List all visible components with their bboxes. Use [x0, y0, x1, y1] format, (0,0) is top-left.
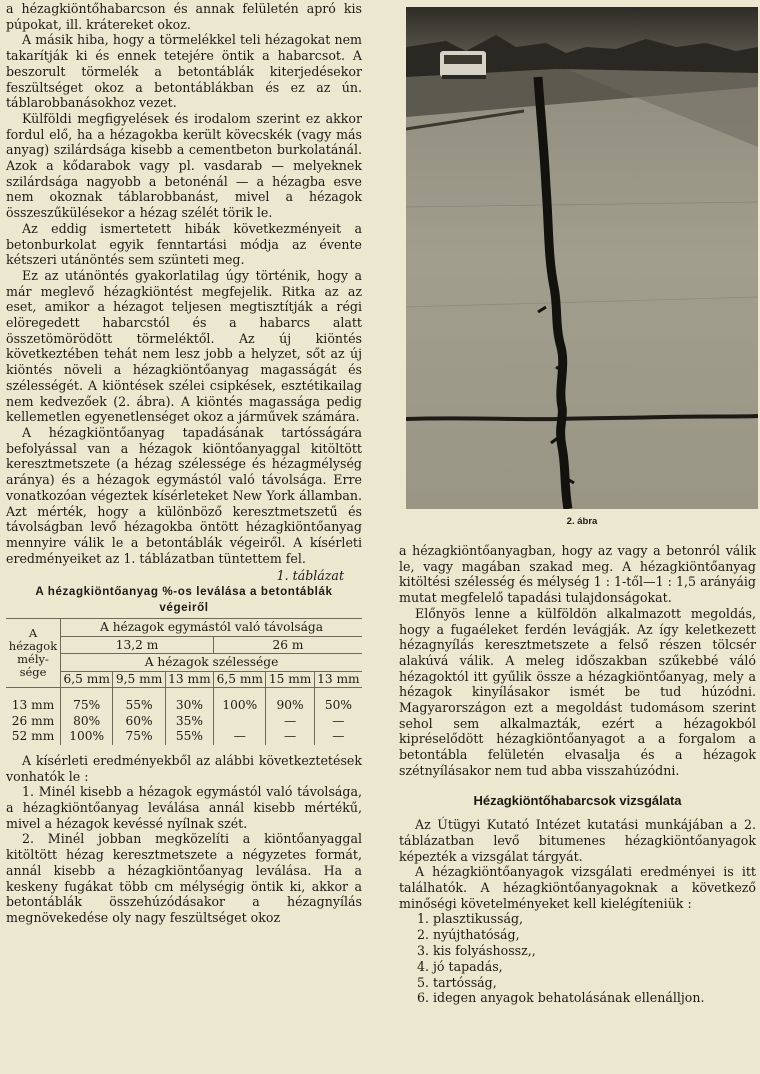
- road-photo: [406, 7, 758, 509]
- table-row: [6, 714, 362, 730]
- list-item: 1. plasztikusság,: [417, 911, 524, 927]
- value-cell: 60%: [113, 714, 165, 730]
- paragraph: 2. Minél jobban megközelíti a kiöntőanyaggal kitöltött hézag keresztmetszete a négyzetes formát, annál kisebb a hézagkiöntőanyag leválása. Ha a keskeny fugákat több cm mélységig öntik ki, akkor a betontáblák összehúzódásakor a hézagnyílás megnövekedése oly nagy feszültséget okoz: [6, 831, 362, 925]
- value-cell: 75%: [61, 698, 113, 714]
- value-cell: 90%: [266, 698, 314, 714]
- table-title-line2: végeiről: [159, 600, 209, 614]
- depth-cell: 26 mm: [11, 713, 55, 728]
- value-cell: 80%: [61, 714, 113, 730]
- paragraph: A másik hiba, hogy a törmelékkel teli hézagokat nem takarítják ki és ennek tetejére öntik a habarcsot. A beszorult törmelék a betontáblák kiterjedésekor feszültséget okoz a betontáblákban és ez az ún. táblarobbanásokhoz vezet.: [6, 32, 362, 111]
- table-title: [6, 584, 362, 615]
- left-column: [6, 1, 362, 926]
- width-cell: 15 mm: [266, 671, 314, 688]
- value-cell: 55%: [165, 729, 213, 745]
- requirements-list: [399, 911, 756, 1006]
- paragraph: Külföldi megfigyelések és irodalom szerint ez akkor fordul elő, ha a hézagokba került kövecskék (vagy más anyag) szilárdsága kisebb a cementbeton burkolatánál. Azok a kődarabok vagy pl. vasdarab — melyeknek szilárdsága nagyobb a betonénál — a hézagba esve nem okoznak táblarobbanást, mivel a hézagok összeszűkülésekor a hézag szélét törik le.: [6, 110, 362, 221]
- list-item: 5. tartósság,: [417, 974, 497, 990]
- paragraph: Előnyös lenne a külföldön alkalmazott megoldás, hogy a fugaéleket ferdén levágják. Az így keletkezett hézagnyílás keresztmetszete a felső részen tölcsér alakúvá válik. A meleg időszakban szűkebbé váló hézagoktól itt gyűlik össze a hézagkiöntőanyag, mely a hézagok kinyílásakor ismét be tud húzódni. Magyarországon ezt a megoldást tudomásom szerint sehol sem alkalmazták, ezért a hézagokból kipréselődött hézagkiöntőanyagot a a forgalom a betontábla felületén elvasalja és a hézagok szétnyílásakor nem tud abba visszahúzódni.: [399, 605, 756, 778]
- value-cell: —: [314, 729, 362, 745]
- section-heading: Hézagkiöntőhabarcsok vizsgálata: [473, 792, 682, 808]
- paragraph: A hézagkiöntőanyagok vizsgálati eredményei is itt találhatók. A hézagkiöntőanyagoknak a következő minőségi követelményeket kell kielégíteniük :: [399, 864, 756, 911]
- width-cell: 9,5 mm: [113, 671, 165, 688]
- value-cell: 30%: [165, 698, 213, 714]
- width-header: A hézagok szélessége: [61, 654, 363, 672]
- width-cell: 13 mm: [314, 671, 362, 688]
- results-table: [6, 618, 362, 745]
- list-item: 3. kis folyáshossz,,: [417, 943, 536, 959]
- value-cell: —: [214, 729, 266, 745]
- distance-header: A hézagok egymástól való távolsága: [61, 619, 363, 637]
- list-item: 4. jó tapadás,: [417, 958, 503, 974]
- paragraph: Az eddig ismertetett hibák következményeit a betonburkolat egyik fenntartási módja az évente kétszeri utánöntés sem szünteti meg.: [6, 220, 362, 268]
- value-cell: [214, 714, 266, 730]
- list-item: 6. idegen anyagok behatolásának ellenálljon.: [417, 990, 705, 1006]
- value-cell: 100%: [214, 698, 266, 714]
- distance-1: 13,2 m: [61, 636, 214, 654]
- paragraph: a hézagkiöntőhabarcson és annak felületén apró kis púpokat, ill. krátereket okoz.: [6, 1, 362, 32]
- value-cell: 75%: [113, 729, 165, 745]
- depth-cell: 52 mm: [11, 729, 55, 744]
- value-cell: 50%: [314, 698, 362, 714]
- right-column: [399, 543, 756, 1006]
- table-number: 1. táblázat: [276, 568, 344, 584]
- width-cell: 13 mm: [165, 671, 213, 688]
- paragraph: A kísérleti eredményekből az alábbi következtetések vonhatók le :: [6, 752, 362, 784]
- paragraph: Az Útügyi Kutató Intézet kutatási munkájában a 2. táblázatban levő bitumenes hézagkiöntőanyagok képezték a vizsgálat tárgyát.: [399, 817, 756, 864]
- figure-caption: 2. ábra: [566, 516, 598, 527]
- table-row: [6, 729, 362, 745]
- distance-2: 26 m: [214, 636, 362, 654]
- paragraph: 1. Minél kisebb a hézagok egymástól való távolsága, a hézagkiöntőanyag leválása annál kisebb mértékű, mivel a hézagok kevéssé nyílnak szét.: [6, 784, 362, 831]
- width-cell: 6,5 mm: [61, 671, 113, 688]
- value-cell: 55%: [113, 698, 165, 714]
- paragraph: A hézagkiöntőanyag tapadásának tartósságára befolyással van a hézagok kiöntőanyaggal kitöltött keresztmetszete (a hézag szélessége és hézagmélység aránya) és a hézagok egymástól való távolsága. Erre vonatkozóan végeztek kísérleteket New York államban. Azt mérték, hogy a különböző keresztmetszetű és távolságban levő hézagokba öntött hézagkiöntőanyag mennyire válik le a betontáblák végeiről. A kísérleti eredményeiket az 1. táblázatban tüntettem fel.: [6, 424, 362, 566]
- depth-cell: 13 mm: [11, 698, 55, 713]
- value-cell: —: [266, 714, 314, 730]
- width-cell: 6,5 mm: [214, 671, 266, 688]
- value-cell: —: [314, 714, 362, 730]
- table-row: [6, 698, 362, 714]
- value-cell: —: [266, 729, 314, 745]
- value-cell: 100%: [61, 729, 113, 745]
- paragraph: Ez az utánöntés gyakorlatilag úgy történik, hogy a már meglevő hézagkiöntést megfejelik. Ritka az az eset, amikor a hézagot teljesen megtisztítják a régi elöregedett habarcstól és a habarcs alatt összetömörödött törmeléktől. Az új kiöntés következtében tehát nem lesz jobb a helyzet, sőt az új kiöntés növeli a hézagkiöntőanyag magasságát és szélességét. A kiöntések szélei csipkések, esztétikailag nem kedvezőek (2. ábra). A kiöntés magassága pedig kellemetlen egyenetlenséget okoz a járművek számára.: [6, 267, 362, 425]
- table-title-line1: A hézagkiöntőanyag %-os leválása a betontáblák: [35, 585, 333, 599]
- list-item: 2. nyújthatóság,: [417, 927, 520, 943]
- paragraph: a hézagkiöntőanyagban, hogy az vagy a betonról válik le, vagy magában szakad meg. A hézagkiöntőanyag kitöltési szélesség és mélység 1 : 1-től—1 : 1,5 arányáig mutat megfelelő tapadási tulajdonságokat.: [399, 543, 756, 606]
- value-cell: 35%: [165, 714, 213, 730]
- row-header: A hézagok mély-sége: [6, 619, 61, 688]
